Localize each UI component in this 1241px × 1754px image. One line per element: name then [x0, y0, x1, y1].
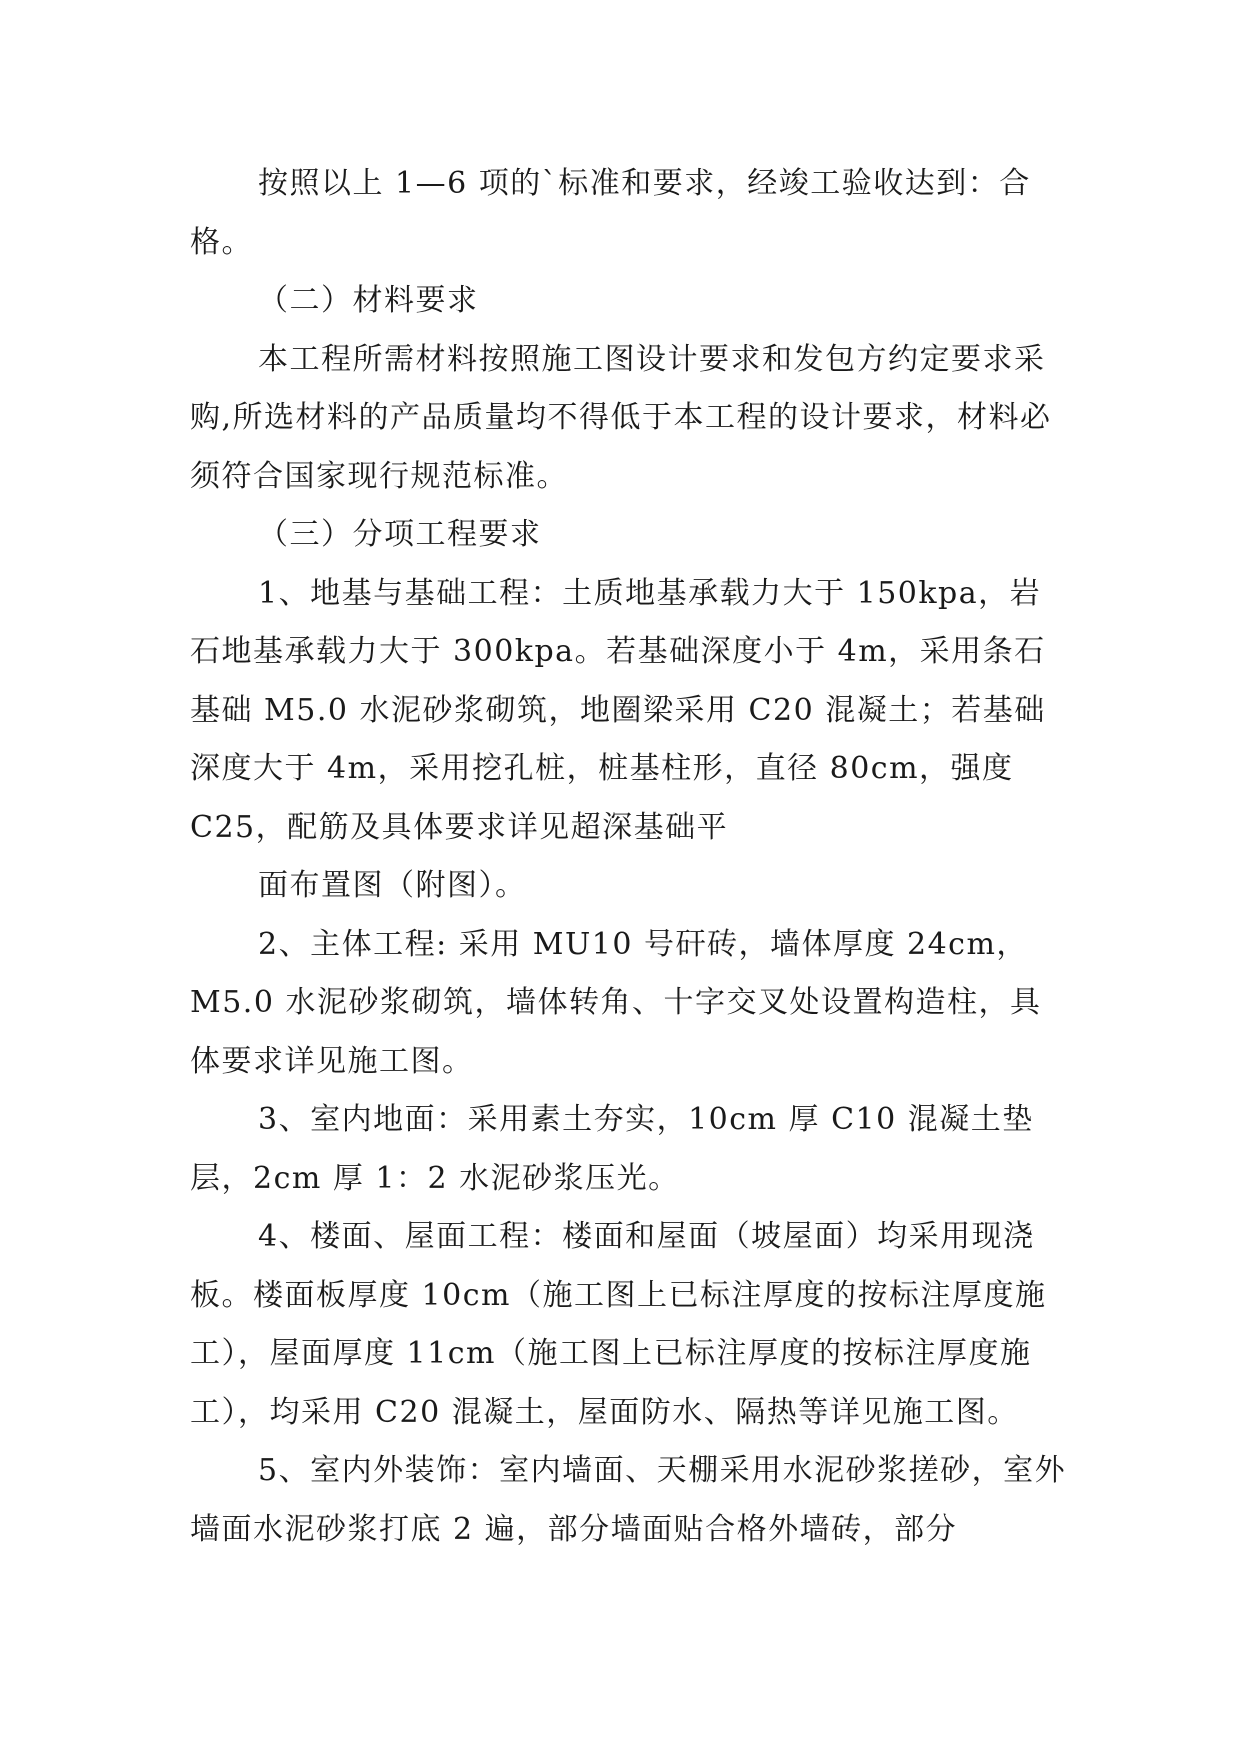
decoration-paragraph: 5、室内外装饰：室内墙面、天棚采用水泥砂浆搓砂，室外墙面水泥砂浆打底 2 遍，部分墙面贴合格外墙砖，部分 [190, 1453, 1067, 1547]
floor-roof-paragraph: 4、楼面、屋面工程：楼面和屋面（坡屋面）均采用现浇板。楼面板厚度 10cm（施工图上已标注厚度的按标注厚度施工），屋面厚度 11cm（施工图上已标注厚度的按标注厚度施工），均采用 C20 混凝土，屋面防水、隔热等详见施工图。 [190, 1219, 1047, 1430]
document-body [190, 155, 1070, 1559]
acceptance-paragraph: 按照以上 1—6 项的`标准和要求，经竣工验收达到：合格。 [190, 166, 1031, 260]
indoor-floor-paragraph: 3、室内地面：采用素土夯实，10cm 厚 C10 混凝土垫层，2cm 厚 1：2 水泥砂浆压光。 [190, 1102, 1034, 1196]
main-structure-paragraph: 2、主体工程: 采用 MU10 号矸砖，墙体厚度 24cm，M5.0 水泥砂浆砌筑，墙体转角、十字交叉处设置构造柱，具体要求详见施工图。 [190, 926, 1042, 1079]
section-heading-materials: （二）材料要求 [258, 283, 479, 318]
foundation-paragraph: 1、地基与基础工程：土质地基承载力大于 150kpa，岩石地基承载力大于 300kpa。若基础深度小于 4m，采用条石基础 M5.0 水泥砂浆砌筑，地圈梁采用 C20 混凝土；若基础深度大于 4m，采用挖孔桩，桩基柱形，直径 80cm，强度 C25，配筋及具体要求详见超深基础平 [190, 575, 1046, 845]
materials-paragraph: 本工程所需材料按照施工图设计要求和发包方约定要求采购,所选材料的产品质量均不得低于本工程的设计要求，材料必须符合国家现行规范标准。 [190, 341, 1052, 494]
section-heading-subprojects: （三）分项工程要求 [258, 517, 542, 552]
foundation-continuation: 面布置图（附图）。 [258, 868, 527, 903]
